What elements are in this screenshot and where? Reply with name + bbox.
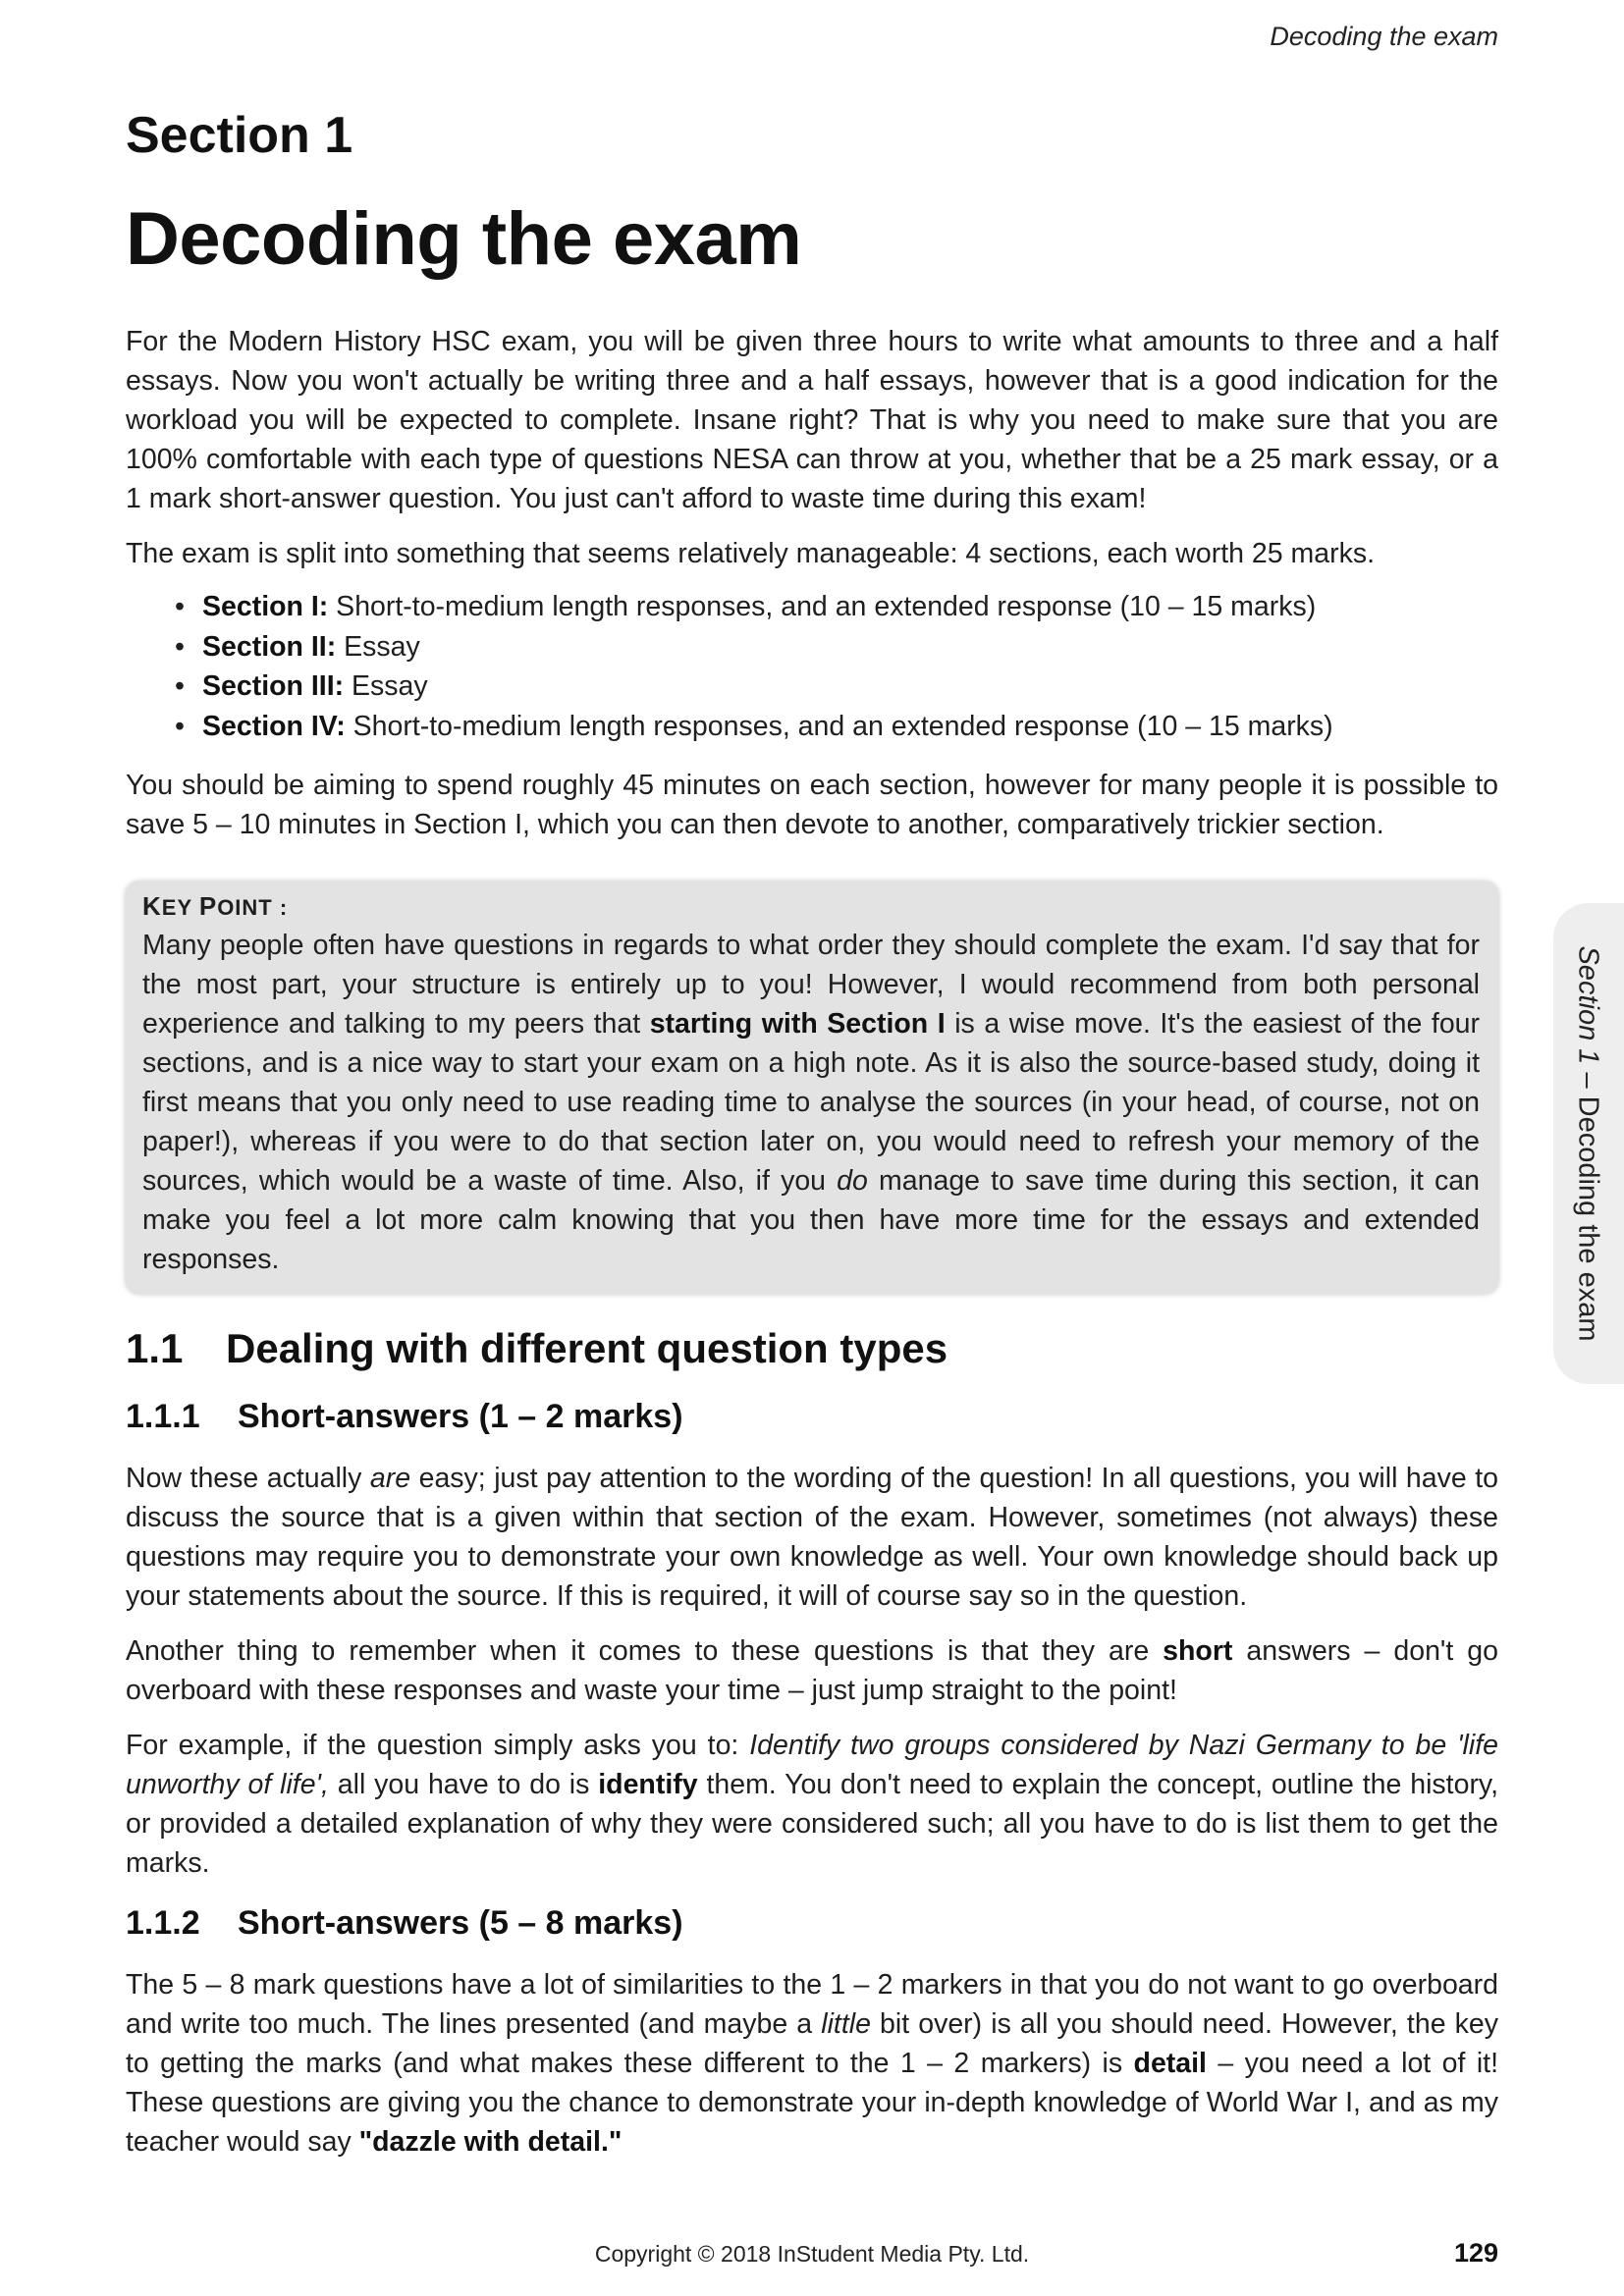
intro-paragraph: For the Modern History HSC exam, you will be given three hours to write what amounts to three and a half essays. Now you won't actually be writing three and a half essays, however that is a good indication for the workload you will be expected to complete. Insane right? That is why you need to make sure that you are 100% comfortable with each type of questions NESA can throw at you, whether that be a 25 mark essay, or a 1 mark short-answer question. You just can't afford to waste time during this exam!	[126, 326, 1498, 514]
section-label: Section 1	[126, 107, 353, 164]
list-item	[175, 627, 1490, 667]
list-item-label: Section III:	[202, 670, 345, 702]
list-item-text: Essay	[344, 670, 428, 702]
page-number: 129	[1453, 2238, 1498, 2268]
short-answer-paragraph: Another thing to remember when it comes to these questions is that they are short answers – don't go overboard with these responses and waste your time – just jump straight to the point!	[126, 1635, 1498, 1706]
timing-paragraph: You should be aiming to spend roughly 45 minutes on each section, however for many people it is possible to save 5 – 10 minutes in Section I, which you can then devote to another, comparatively trickier section.	[126, 770, 1498, 840]
page-title: Decoding the exam	[126, 197, 802, 281]
section-heading-1-1: 1.1 Dealing with different question types	[126, 1325, 948, 1371]
detail-paragraph: The 5 – 8 mark questions have a lot of similarities to the 1 – 2 markers in that you do not want to go overboard and write too much. The lines presented (and maybe a little bit over) is all you should need. However, the key to getting the marks (and what makes these different to the 1 – 2 markers) is detail – you need a lot of it! These questions are giving you the chance to demonstrate your in-depth knowledge of World War I, and as my teacher would say "dazzle with detail."	[126, 1969, 1498, 2158]
section-list	[175, 587, 1490, 746]
running-head: Decoding the exam	[1270, 22, 1498, 51]
list-item-text: Short-to-medium length responses, and an extended response (10 – 15 marks)	[345, 710, 1333, 742]
list-item-label: Section IV:	[202, 710, 346, 742]
intro-paragraph-split: The exam is split into something that seems relatively manageable: 4 sections, each worth 25 marks.	[126, 538, 1376, 569]
subsection-heading-1-1-1: 1.1.1 Short-answers (1 – 2 marks)	[126, 1398, 683, 1435]
side-tab-label: Section 1 – Decoding the exam	[1572, 945, 1604, 1342]
short-answer-paragraph: Now these actually are easy; just pay attention to the wording of the question! In all questions, you will have to discuss the source that is a given within that section of the exam. However, sometimes (not always) these questions may require you to demonstrate your own knowledge as well. Your own knowledge should back up your statements about the source. If this is required, it will of course say so in the question.	[126, 1463, 1498, 1612]
example-paragraph: For example, if the question simply asks you to: Identify two groups considered by Nazi Germany to be 'life unworthy of life', all you have to do is identify them. You don't need to explain the concept, outline the history, or provided a detailed explanation of why they were considered such; all you have to do is list them to get the marks.	[126, 1730, 1498, 1879]
key-point-text: Many people often have questions in regards to what order they should complete the exam. I'd say that for the most part, your structure is entirely up to you! However, I would recommend from both personal experience and talking to my peers that starting with Section I is a wise move. It's the easiest of the four sections, and is a nice way to start your exam on a high note. As it is also the source-based study, doing it first means that you only need to use reading time to analyse the sources (in your head, of course, not on paper!), whereas if you were to do that section later on, you would need to refresh your memory of the sources, which would be a waste of time. Also, if you do manage to save time during this section, it can make you feel a lot more calm knowing that you then have more time for the essays and extended responses.	[142, 930, 1481, 1275]
copyright-notice: Copyright © 2018 InStudent Media Pty. Ltd.	[594, 2241, 1030, 2267]
key-point-label: KEY POINT :	[142, 891, 289, 921]
list-item	[175, 587, 1490, 627]
list-item-label: Section I:	[202, 591, 329, 622]
list-item-text: Short-to-medium length responses, and an extended response (10 – 15 marks)	[328, 591, 1317, 622]
list-item-text: Essay	[336, 630, 420, 663]
list-item	[175, 707, 1490, 747]
list-item-label: Section II:	[202, 630, 337, 663]
list-item	[175, 667, 1490, 707]
subsection-heading-1-1-2: 1.1.2 Short-answers (5 – 8 marks)	[126, 1904, 683, 1942]
